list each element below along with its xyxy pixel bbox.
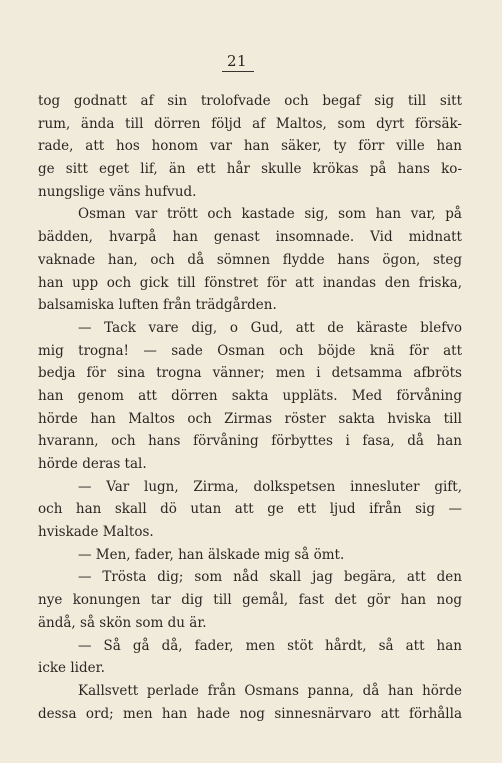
text-line: — Tack vare dig, o Gud, att de käraste blefvo bbox=[78, 319, 462, 336]
text-line: rade, att hos honom var han säker, ty förr ville han bbox=[38, 138, 462, 155]
text-line: bädden, hvarpå han genast insomnade. Vid midnatt bbox=[38, 229, 462, 246]
text-line: vaknade han, och då sömnen flydde hans ögon, steg bbox=[38, 251, 462, 268]
page-number-rule bbox=[222, 71, 254, 72]
text-line: nungslige väns hufvud. bbox=[38, 183, 197, 200]
text-line: mig trogna! — sade Osman och böjde knä för att bbox=[38, 342, 462, 359]
text-line: tog godnatt af sin trolofvade och begaf sig till sitt bbox=[38, 93, 462, 109]
text-line: ändå, så skön som du är. bbox=[38, 614, 207, 631]
page-number: 21 bbox=[226, 52, 248, 70]
body-text bbox=[38, 90, 462, 725]
text-line: hvarann, och hans förvåning förbyttes i fasa, då han bbox=[38, 433, 462, 450]
text-line: — Men, fader, han älskade mig så ömt. bbox=[78, 546, 345, 563]
text-line: ge sitt eget lif, än ett hår skulle krökas på hans ko- bbox=[38, 161, 462, 178]
text-line: dessa ord; men han hade nog sinnesnärvaro att förhålla bbox=[38, 705, 462, 722]
text-line: hörde deras tal. bbox=[38, 456, 147, 472]
text-line: hviskade Maltos. bbox=[38, 524, 154, 541]
text-line: nye konungen tar dig till gemål, fast det gör han nog bbox=[38, 592, 462, 609]
text-line: bedja för sina trogna vänner; men i detsamma afbröts bbox=[38, 365, 462, 382]
text-line: Kallsvett perlade från Osmans panna, då han hörde bbox=[78, 682, 462, 699]
text-line: — Var lugn, Zirma, dolkspetsen innesluter gift, bbox=[78, 478, 462, 495]
text-line: icke lider. bbox=[38, 660, 105, 677]
text-line: han upp och gick till fönstret för att inandas den friska, bbox=[38, 274, 462, 291]
text-line: balsamiska luften från trädgården. bbox=[38, 297, 277, 314]
text-line: rum, ända till dörren följd af Maltos, som dyrt försäk- bbox=[38, 115, 462, 132]
text-line: han genom att dörren sakta uppläts. Med förvåning bbox=[38, 387, 462, 404]
text-line: — Så gå då, fader, men stöt hårdt, så att han bbox=[78, 637, 462, 654]
text-line: — Trösta dig; som nåd skall jag begära, att den bbox=[78, 569, 462, 586]
text-line: Osman var trött och kastade sig, som han var, på bbox=[78, 206, 462, 223]
text-line: och han skall dö utan att ge ett ljud ifrån sig — bbox=[38, 501, 462, 518]
text-line: hörde han Maltos och Zirmas röster sakta hviska till bbox=[38, 410, 462, 427]
